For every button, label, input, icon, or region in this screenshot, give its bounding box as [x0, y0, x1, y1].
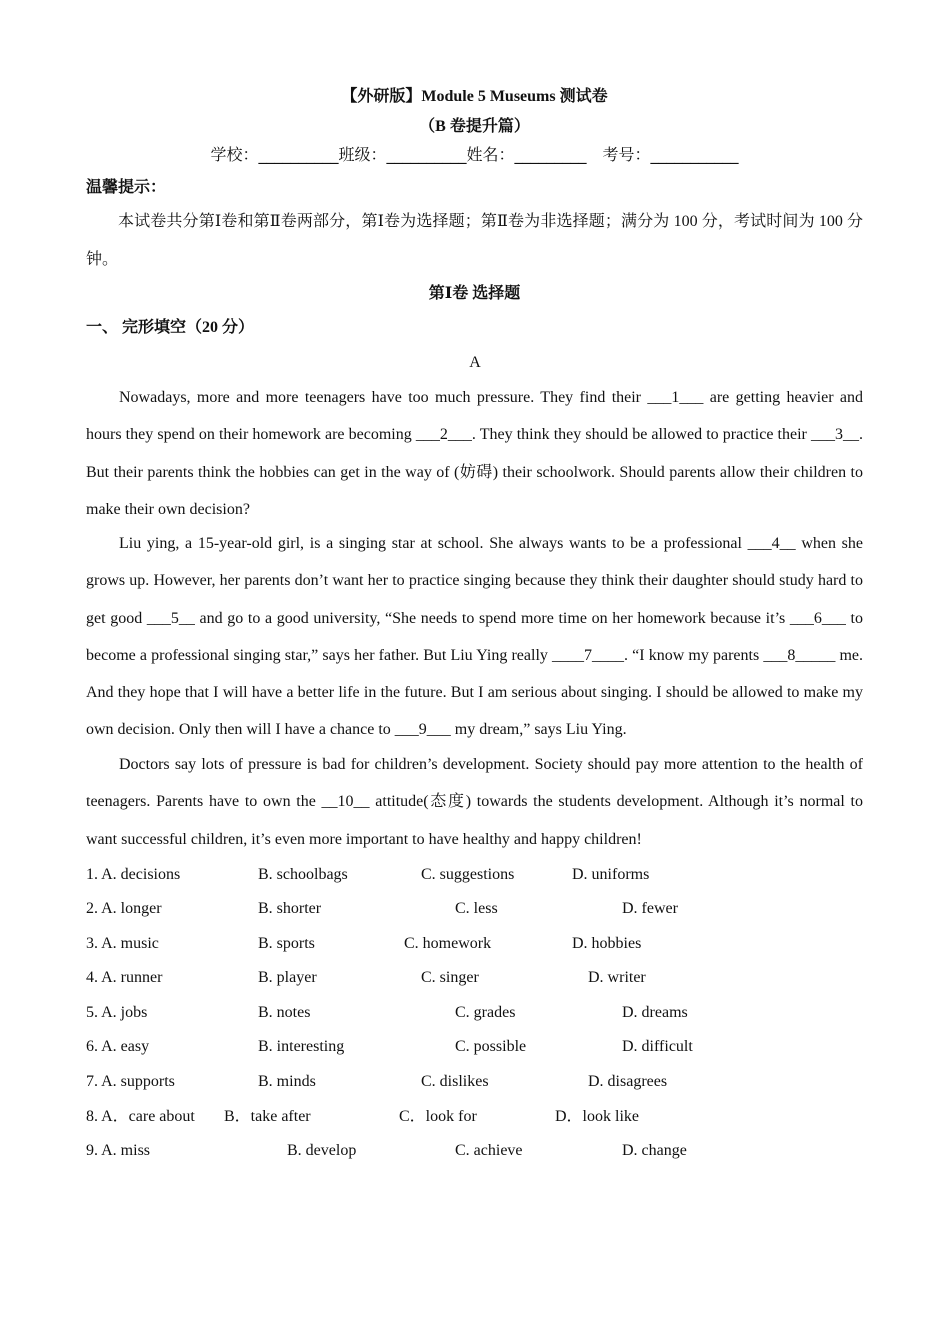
option-c: C. grades: [455, 1004, 516, 1021]
option-d: D. fewer: [622, 900, 678, 917]
option-c: C. possible: [455, 1038, 527, 1055]
option-a: 9. A. miss: [86, 1142, 151, 1159]
tips-heading: 温馨提示：: [86, 177, 167, 196]
section-one-title: 一、 完形填空（20 分）: [86, 319, 255, 336]
option-b: B. sports: [258, 935, 315, 952]
option-d: D. dreams: [622, 1004, 688, 1021]
option-c: C. suggestions: [421, 866, 515, 883]
option-c: C. homework: [404, 935, 492, 952]
option-a: 2. A. longer: [86, 900, 162, 917]
option-b: B. schoolbags: [258, 866, 348, 883]
option-b: B. shorter: [258, 900, 322, 917]
option-b: B. player: [258, 969, 317, 986]
question-row: [86, 1071, 863, 1093]
option-b: B．take after: [224, 1108, 311, 1125]
option-c: C. singer: [421, 969, 479, 986]
question-row: [86, 1140, 863, 1162]
question-row: [86, 967, 863, 989]
question-row: [86, 1036, 863, 1058]
passage-paragraph-2: Liu ying, a 15-year-old girl, is a singing star at school. She always wants to be a professional ___4__ when she grows up. However, her parents don’t want her to practice singing because they think their daughter should study hard to get good ___5__ and go to a good university, “She needs to spend more time on her homework because it’s ___6___ to become a professional singing star,” says her father. But Liu Ying really ____7____. “I know my parents ___8_____ me. And they hope that I will have a better life in the future. But I am serious about singing. I should be allowed to make my own decision. Only then will I have a chance to ___9___ my dream,” says Liu Ying.: [86, 535, 863, 739]
student-info-line: 学校：__________班级：__________姓名：_________ 考号：___________: [210, 145, 739, 164]
option-d: D．look like: [555, 1108, 639, 1125]
option-c: C. less: [455, 900, 498, 917]
passage-label: A: [469, 354, 481, 371]
option-b: B. minds: [258, 1073, 316, 1090]
option-d: D. change: [622, 1142, 687, 1159]
passage-paragraph-1: Nowadays, more and more teenagers have too much pressure. They find their ___1___ are getting heavier and hours they spend on their homework are becoming ___2___. They think they should be allowed to practice their ___3__. But their parents think the hobbies can get in the way of (妨碍) their schoolwork. Should parents allow their children to make their own decision?: [86, 389, 863, 518]
option-a: 5. A. jobs: [86, 1004, 148, 1021]
option-d: D. writer: [588, 969, 646, 986]
option-c: C. achieve: [455, 1142, 523, 1159]
option-a: 4. A. runner: [86, 969, 163, 986]
option-d: D. difficult: [622, 1038, 693, 1055]
option-b: B. notes: [258, 1004, 311, 1021]
option-c: C．look for: [399, 1108, 477, 1125]
question-row: [86, 864, 863, 886]
question-row: [86, 933, 863, 955]
option-a: 8. A．care about: [86, 1108, 195, 1125]
page-title: 【外研版】Module 5 Museums 测试卷: [341, 88, 608, 105]
question-row: [86, 1106, 863, 1128]
part-one-title: 第Ⅰ卷 选择题: [428, 285, 521, 302]
passage-paragraph-3: Doctors say lots of pressure is bad for children’s development. Society should pay more attention to the health of teenagers. Parents have to own the __10__ attitude(态度) towards the students development. Although it’s normal to want successful children, it’s even more important to have healthy and happy children!: [86, 756, 863, 848]
page-subtitle: （B 卷提升篇）: [419, 118, 530, 135]
option-d: D. hobbies: [572, 935, 642, 952]
option-a: 3. A. music: [86, 935, 159, 952]
question-row: [86, 1002, 863, 1024]
option-d: D. uniforms: [572, 866, 650, 883]
option-b: B. develop: [287, 1142, 357, 1159]
option-a: 1. A. decisions: [86, 866, 181, 883]
option-b: B. interesting: [258, 1038, 345, 1055]
option-a: 6. A. easy: [86, 1038, 150, 1055]
option-d: D. disagrees: [588, 1073, 668, 1090]
option-a: 7. A. supports: [86, 1073, 175, 1090]
tips-body: 本试卷共分第Ⅰ卷和第Ⅱ卷两部分，第Ⅰ卷为选择题；第Ⅱ卷为非选择题；满分为 100 分，考试时间为 100 分钟。: [86, 213, 863, 268]
option-c: C. dislikes: [421, 1073, 489, 1090]
question-row: [86, 898, 863, 920]
